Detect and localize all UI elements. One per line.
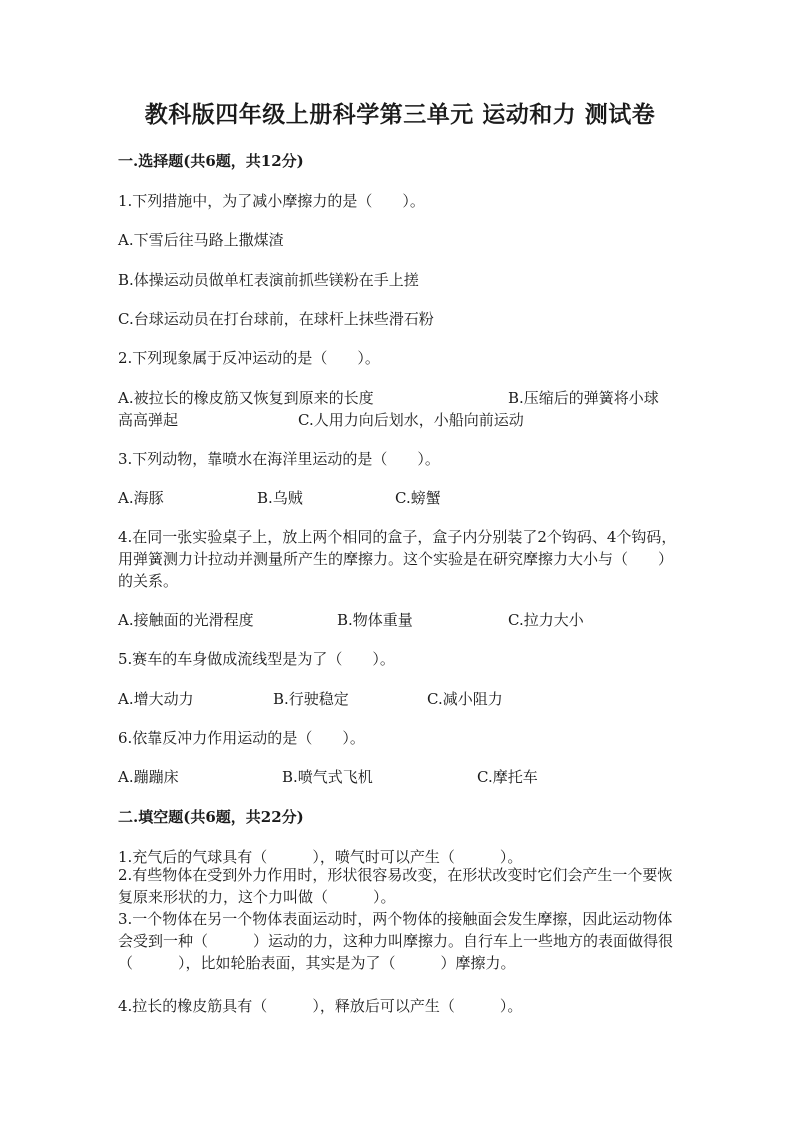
question-2-option-b-continued: 高高弹起 bbox=[118, 411, 179, 429]
fill-question-4: 4.拉长的橡皮筋具有（ ），释放后可以产生（ ）。 bbox=[118, 997, 523, 1015]
question-1-stem: 1.下列措施中，为了减小摩擦力的是（ ）。 bbox=[118, 192, 425, 210]
question-3-stem: 3.下列动物，靠喷水在海洋里运动的是（ ）。 bbox=[118, 450, 440, 468]
question-5-option-a: A.增大动力 bbox=[118, 690, 194, 708]
section-heading-fill-in: 二.填空题(共6题，共22分) bbox=[118, 808, 304, 826]
question-4-option-b: B.物体重量 bbox=[337, 611, 413, 629]
question-2-option-a: A.被拉长的橡皮筋又恢复到原来的长度 bbox=[118, 389, 374, 407]
question-6-option-c: C.摩托车 bbox=[477, 768, 538, 786]
question-5-stem: 5.赛车的车身做成流线型是为了（ ）。 bbox=[118, 650, 395, 668]
question-6-option-b: B.喷气式飞机 bbox=[282, 768, 373, 786]
question-3-option-c: C.螃蟹 bbox=[395, 489, 441, 507]
question-1-option-a: A.下雪后往马路上撒煤渣 bbox=[118, 231, 284, 249]
question-2-stem: 2.下列现象属于反冲运动的是（ ）。 bbox=[118, 349, 380, 367]
question-4-stem: 4.在同一张实验桌子上，放上两个相同的盒子，盒子内分别装了2个钩码、4个钩码，用弹簧测力计拉动并测量所产生的摩擦力。这个实验是在研究摩擦力大小与（ ）的关系。 bbox=[118, 528, 677, 590]
question-4-option-c: C.拉力大小 bbox=[508, 611, 584, 629]
question-1-option-b: B.体操运动员做单杠表演前抓些镁粉在手上搓 bbox=[118, 271, 419, 289]
fill-question-1: 1.充气后的气球具有（ ），喷气时可以产生（ ）。 bbox=[118, 848, 523, 866]
fill-question-3: 3.一个物体在另一个物体表面运动时，两个物体的接触面会发生摩擦，因此运动物体会受到一种（ ）运动的力，这种力叫摩擦力。自行车上一些地方的表面做得很（ ），比如轮胎表面，其实是为了（ ）摩擦力。 bbox=[118, 910, 674, 972]
question-3-option-a: A.海豚 bbox=[118, 489, 164, 507]
question-1-option-c: C.台球运动员在打台球前，在球杆上抹些滑石粉 bbox=[118, 310, 434, 328]
question-5-option-c: C.减小阻力 bbox=[427, 690, 503, 708]
question-5-option-b: B.行驶稳定 bbox=[273, 690, 349, 708]
question-4-option-a: A.接触面的光滑程度 bbox=[118, 611, 254, 629]
question-2-option-c: C.人用力向后划水，小船向前运动 bbox=[298, 411, 524, 429]
question-6-option-a: A.蹦蹦床 bbox=[118, 768, 179, 786]
question-3-option-b: B.乌贼 bbox=[257, 489, 303, 507]
question-6-stem: 6.依靠反冲力作用运动的是（ ）。 bbox=[118, 729, 365, 747]
fill-question-2: 2.有些物体在受到外力作用时，形状很容易改变，在形状改变时它们会产生一个要恢复原来形状的力，这个力叫做（ ）。 bbox=[118, 866, 673, 906]
question-2-option-b: B.压缩后的弹簧将小球 bbox=[508, 389, 659, 407]
section-heading-choice: 一.选择题(共6题，共12分) bbox=[118, 152, 304, 170]
page-title: 教科版四年级上册科学第三单元 运动和力 测试卷 bbox=[144, 101, 656, 128]
